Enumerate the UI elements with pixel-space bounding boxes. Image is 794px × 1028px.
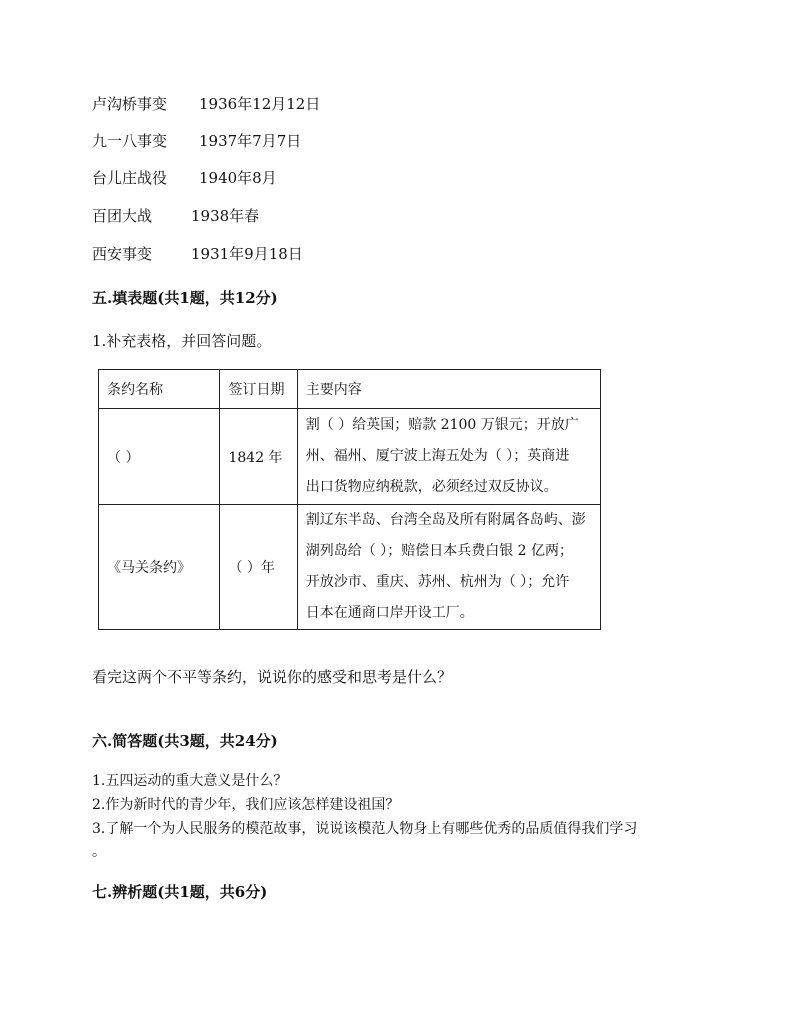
table-row	[99, 505, 601, 630]
treaty-content-cell	[297, 505, 600, 630]
matching-date: 1940年8月	[199, 169, 277, 187]
treaty-name-cell: 《马关条约》	[99, 505, 220, 630]
treaty-table	[98, 369, 601, 630]
matching-event: 卢沟桥事变	[92, 95, 168, 113]
followup-question: 看完这两个不平等条约，说说你的感受和思考是什么？	[92, 668, 453, 686]
matching-row	[92, 206, 260, 226]
short-answer-question: 3.了解一个为人民服务的模范故事，说说该模范人物身上有哪些优秀的品质值得我们学习	[92, 821, 638, 837]
matching-event: 百团大战	[92, 207, 153, 225]
content-line: 开放沙市、重庆、苏州、杭州为（ ）；允许	[305, 574, 570, 590]
matching-event: 台儿庄战役	[92, 169, 168, 187]
matching-event: 九一八事变	[92, 132, 168, 150]
short-answer-question: 2.作为新时代的青少年，我们应该怎样建设祖国？	[92, 797, 400, 813]
table-header-cell: 条约名称	[99, 370, 220, 409]
matching-row	[92, 168, 277, 188]
matching-date: 1936年12月12日	[199, 95, 321, 113]
content-line: 出口货物应纳税款，必须经过双反协议。	[305, 479, 558, 495]
matching-event: 西安事变	[92, 245, 153, 263]
matching-row	[92, 131, 302, 151]
matching-date: 1931年9月18日	[191, 245, 303, 263]
treaty-date-cell: （ ）年	[220, 505, 297, 630]
short-answer-question-continuation: 。	[92, 844, 106, 860]
short-answer-question: 1.五四运动的重大意义是什么？	[92, 773, 288, 789]
content-line: 割辽东半岛、台湾全岛及所有附属各岛屿、澎	[305, 512, 586, 528]
treaty-name-cell: （ ）	[99, 409, 220, 505]
treaty-content-cell	[297, 409, 600, 505]
section-title: 五.填表题(共1题，共12分)	[92, 289, 278, 307]
treaty-date-cell: 1842 年	[220, 409, 297, 505]
matching-date: 1937年7月7日	[199, 132, 302, 150]
content-line: 割（ ）给英国；赔款 2100 万银元；开放广	[305, 417, 579, 433]
table-header-cell: 主要内容	[297, 370, 600, 409]
matching-date: 1938年春	[191, 207, 260, 225]
matching-row	[92, 244, 303, 264]
question-text: 1.补充表格，并回答问题。	[92, 332, 272, 350]
content-line: 日本在通商口岸开设工厂。	[305, 605, 474, 621]
matching-row	[92, 94, 321, 114]
content-line: 州、福州、厦宁波上海五处为（ ）；英商进	[305, 448, 570, 464]
table-row	[99, 409, 601, 505]
table-header-cell: 签订日期	[220, 370, 297, 409]
table-header-row	[99, 370, 601, 409]
section-title: 七.辨析题(共1题，共6分)	[92, 883, 268, 901]
content-line: 湖列岛给（ ）；赔偿日本兵费白银 2 亿两；	[305, 543, 574, 559]
section-title: 六.简答题(共3题，共24分)	[92, 732, 278, 750]
